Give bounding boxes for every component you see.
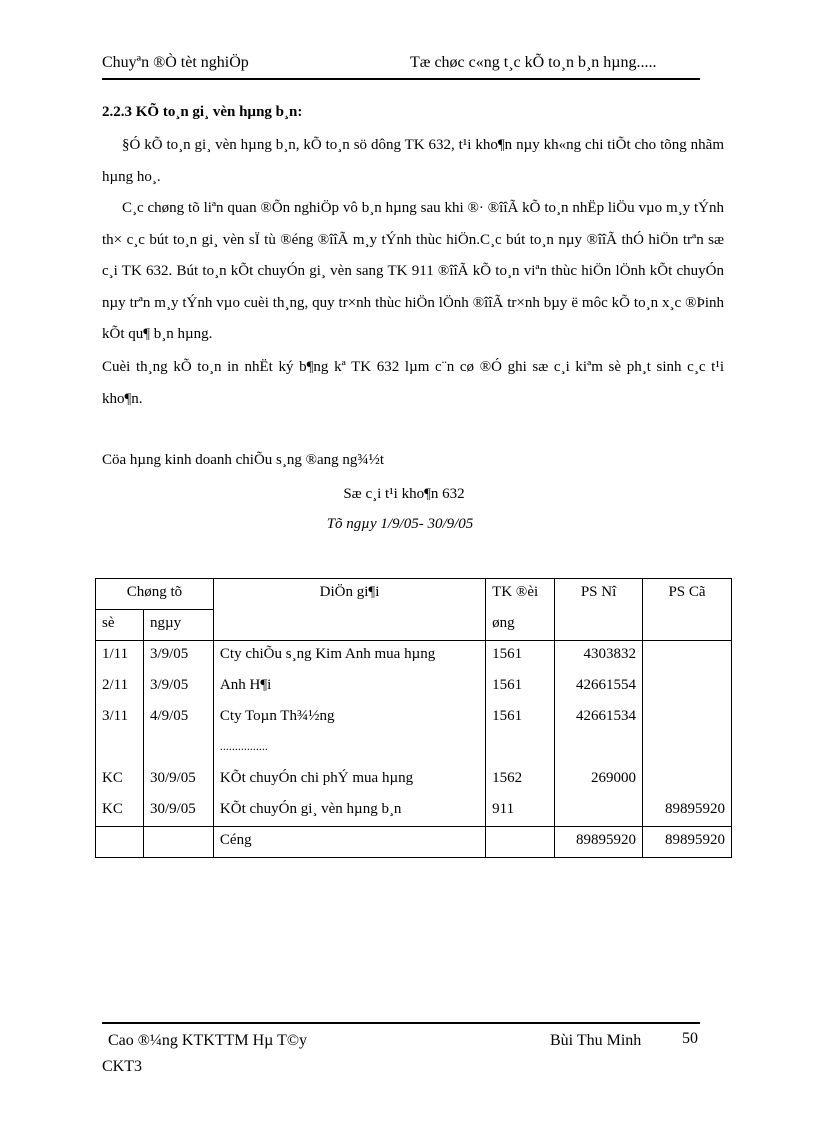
header-tk-2: øng — [486, 610, 555, 641]
ledger-title: Sæ c¸i t¹i kho¶n 632 — [343, 486, 465, 502]
table-row: 2/11 3/9/05 Anh H¶i 1561 42661554 — [96, 672, 732, 703]
paragraph-1: §Ó kÕ to¸n gi¸ vèn hµng b¸n, kÕ to¸n sö dông TK 632, t¹i kho¶n nµy kh«ng chi tiÕt cho tõng nhãm hµng ho¸. — [102, 137, 724, 185]
total-credit: 89895920 — [643, 827, 732, 858]
total-label: Céng — [213, 827, 485, 858]
table-row: ................ — [96, 734, 732, 765]
table-row: 1/11 3/9/05 Cty chiÕu s¸ng Kim Anh mua hµng 1561 4303832 — [96, 641, 732, 672]
header-right: Tæ chøc c«ng t¸c kÕ to¸n b¸n hµng..... — [410, 54, 657, 71]
footer-school: Cao ®¼ng KTKTTM Hµ T©y — [108, 1032, 307, 1049]
total-debit: 89895920 — [555, 827, 643, 858]
header-left: Chuyªn ®Ò tèt nghiÖp — [102, 54, 249, 71]
page-footer — [102, 1022, 700, 1075]
shop-name: Cöa hµng kinh doanh chiÕu s¸ng ®ang ng¾½t — [102, 452, 385, 468]
header-credit: PS Cã — [643, 579, 732, 610]
table-row: KC 30/9/05 KÕt chuyÓn chi phÝ mua hµng 1562 269000 — [96, 765, 732, 796]
section-heading: 2.2.3 KÕ to¸n gi¸ vèn hµng b¸n: — [102, 104, 303, 120]
header-desc: DiÖn gi¶i — [213, 579, 485, 610]
table-row: KC 30/9/05 KÕt chuyÓn gi¸ vèn hµng b¸n 911 89895920 — [96, 796, 732, 827]
header-tk-1: TK ®èi — [486, 579, 555, 610]
ledger-period: Tõ ngµy 1/9/05- 30/9/05 — [326, 516, 474, 532]
table-header-row — [96, 579, 732, 610]
table-total-row — [96, 827, 732, 858]
header-date: ngµy — [143, 610, 213, 641]
page-header — [102, 52, 700, 80]
ledger-table — [95, 578, 732, 858]
table-row: 3/11 4/9/05 Cty Toµn Th¾½ng 1561 42661534 — [96, 703, 732, 734]
footer-class: CKT3 — [102, 1058, 142, 1075]
footer-author: Bùi Thu Minh — [550, 1032, 642, 1049]
paragraph-3: Cuèi th¸ng kÕ to¸n in nhËt ký b¶ng kª TK 632 lµm c¨n cø ®Ó ghi sæ c¸i kiªm sè ph¸t sinh c¸c t¹i kho¶n. — [102, 359, 724, 407]
header-no: sè — [96, 610, 144, 641]
header-debit: PS Nî — [555, 579, 643, 610]
table-subheader-row — [96, 610, 732, 641]
paragraph-2: C¸c chøng tõ liªn quan ®Õn nghiÖp vô b¸n hµng sau khi ®· ®îîÃ kÕ to¸n nhËp liÖu vµo m¸y tÝnh th× c¸c bút to¸n gi¸ vèn sÏ tù ®éng ®îîÃ m¸y tÝnh thùc hiÖn.C¸c bút to¸n nµy ®îîÃ thÓ hiÖn trªn sæ c¸i TK 632. Bút to¸n kÕt chuyÓn gi¸ vèn sang TK 911 ®îîÃ kÕ to¸n viªn thùc hiÖn lÖnh kÕt chuyÓn nµy trªn m¸y tÝnh vµo cuèi th¸ng, quy tr×nh thùc hiÖn lÖnh ®îîÃ tr×nh bµy ë môc kÕ to¸n x¸c ®Þinh kÕt qu¶ b¸n hµng. — [102, 200, 724, 342]
page-number: 50 — [682, 1030, 698, 1047]
header-voucher: Chøng tõ — [96, 579, 214, 610]
